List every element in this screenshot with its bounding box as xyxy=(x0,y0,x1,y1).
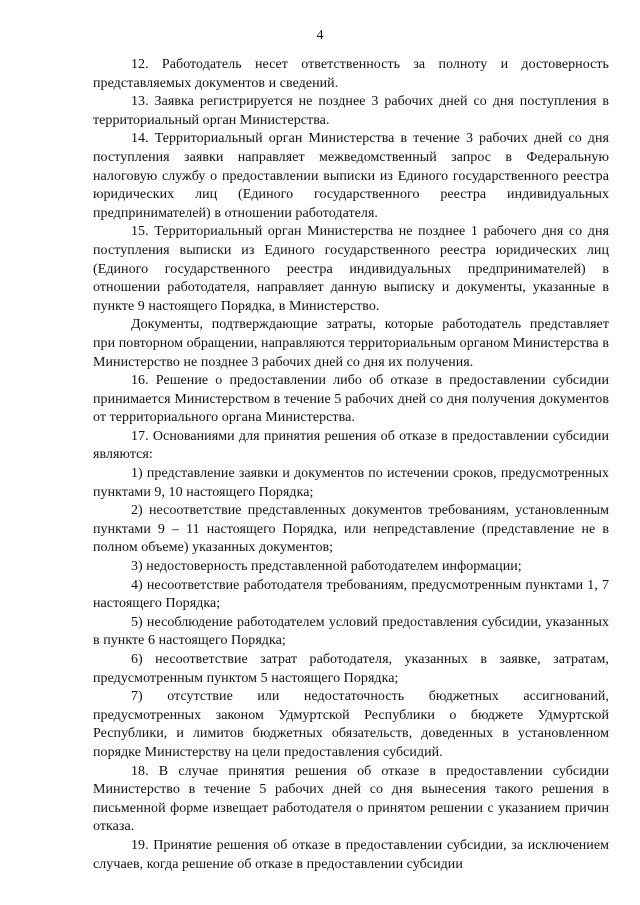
paragraph-18: 18. В случае принятия решения об отказе в предоставлении субсидии Министерство в течение 5 рабочих дней со дня вынесения такого решения в письменной форме извещает работодателя о принятом решении с указанием причин отказа. xyxy=(93,763,609,835)
paragraph-15: 15. Территориальный орган Министерства не позднее 1 рабочего дня со дня поступления выписки из Единого государственного реестра юридических лиц (Единого государственного реестра индивидуальных предпринимателей) в отношении работодателя, направляет данную выписку и документы, указанные в пункте 9 настоящего Порядка, в Министерство. xyxy=(93,224,609,314)
document-body xyxy=(93,56,609,874)
list-item-1: 1) представление заявки и документов по истечении сроков, предусмотренных пунктами 9, 10 настоящего Порядка; xyxy=(93,466,609,500)
list-item-2: 2) несоответствие представленных документов требованиям, установленным пунктами 9 – 11 настоящего Порядка, или непредставление (представление не в полном объеме) указанных документов; xyxy=(93,503,609,556)
paragraph-14: 14. Территориальный орган Министерства в течение 3 рабочих дней со дня поступления заявки направляет межведомственный запрос в Федеральную налоговую службу о предоставлении выписки из Единого государственного реестра юридических лиц (Единого государственного реестра индивидуальных предпринимателей) в отношении работодателя. xyxy=(93,131,609,221)
list-item-4: 4) несоответствие работодателя требованиям, предусмотренным пунктами 1, 7 настоящего Порядка; xyxy=(93,577,609,612)
paragraph-16: 16. Решение о предоставлении либо об отказе в предоставлении субсидии принимается Министерством в течение 5 рабочих дней со дня получения документов от территориального органа Министерства. xyxy=(93,373,609,426)
paragraph-12: 12. Работодатель несет ответственность за полноту и достоверность представляемых документов и сведений. xyxy=(93,57,609,91)
paragraph-15-documents: Документы, подтверждающие затраты, которые работодатель представляет при повторном обращении, направляются территориальным органом Министерства в Министерство не позднее 3 рабочих дней со дня их получения. xyxy=(93,317,609,370)
list-item-5: 5) несоблюдение работодателем условий предоставления субсидии, указанных в пункте 6 настоящего Порядка; xyxy=(93,614,609,649)
list-item-3: 3) недостоверность представленной работодателем информации; xyxy=(131,559,522,575)
paragraph-13: 13. Заявка регистрируется не позднее 3 рабочих дней со дня поступления в территориальный орган Министерства. xyxy=(93,94,609,128)
paragraph-19: 19. Принятие решения об отказе в предоставлении субсидии, за исключением случаев, когда решение об отказе в предоставлении субсидии xyxy=(93,837,609,872)
list-item-7: 7) отсутствие или недостаточность бюджетных ассигнований, предусмотренных законом Удмуртской Республики о бюджете Удмуртской Республики, и лимитов бюджетных обязательств, доведенных в установленном порядке Министерству на цели предоставления субсидий. xyxy=(93,689,609,760)
paragraph-17: 17. Основаниями для принятия решения об отказе в предоставлении субсидии являются: xyxy=(93,428,609,463)
page-number: 4 xyxy=(316,28,324,43)
list-item-6: 6) несоответствие затрат работодателя, указанных в заявке, затратам, предусмотренным пунктом 5 настоящего Порядка; xyxy=(93,652,609,686)
